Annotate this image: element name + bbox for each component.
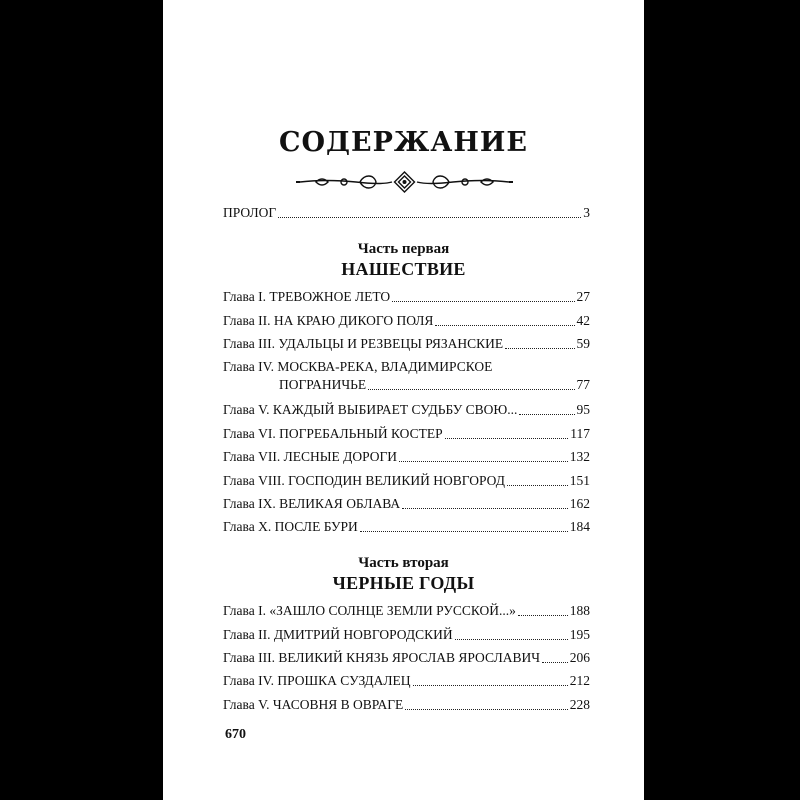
toc-entry-title: Глава I. «ЗАШЛО СОЛНЦЕ ЗЕМЛИ РУССКОЙ...» bbox=[223, 603, 516, 618]
part-label: Часть вторая bbox=[358, 555, 449, 571]
book-page bbox=[163, 0, 644, 800]
toc-entry-page: 95 bbox=[576, 402, 590, 417]
dot-leader bbox=[445, 438, 569, 439]
dot-leader bbox=[278, 217, 581, 218]
toc-entry[interactable] bbox=[223, 672, 590, 690]
toc-entry-page: 151 bbox=[569, 473, 590, 488]
toc-entry[interactable] bbox=[223, 288, 590, 306]
toc-entry-title: Глава V. КАЖДЫЙ ВЫБИРАЕТ СУДЬБУ СВОЮ... bbox=[223, 402, 518, 417]
toc-entry-title: Глава VII. ЛЕСНЫЕ ДОРОГИ bbox=[223, 449, 398, 464]
toc-entry-title: Глава VI. ПОГРЕБАЛЬНЫЙ КОСТЕР bbox=[223, 426, 443, 441]
toc-entry-title: Глава I. ТРЕВОЖНОЕ ЛЕТО bbox=[223, 289, 391, 304]
dot-leader bbox=[507, 485, 568, 486]
toc-entry-title-continued: ПОГРАНИЧЬЕ bbox=[279, 377, 367, 392]
toc-entry-title: ПРОЛОГ bbox=[223, 205, 277, 220]
toc-entry-page: 59 bbox=[576, 336, 590, 351]
toc-entry-prologue[interactable] bbox=[223, 204, 590, 222]
part-title: НАШЕСТВИЕ bbox=[341, 259, 466, 279]
dot-leader bbox=[368, 389, 574, 390]
toc-entry-page: 132 bbox=[569, 449, 590, 464]
dot-leader bbox=[360, 531, 568, 532]
toc-entry-page: 117 bbox=[570, 426, 590, 441]
toc-entry-page: 77 bbox=[576, 377, 590, 392]
part-label: Часть первая bbox=[357, 241, 450, 257]
page-number: 670 bbox=[225, 727, 246, 742]
toc-entry-page: 195 bbox=[569, 627, 590, 642]
dot-leader bbox=[505, 348, 574, 349]
toc-entry-page: 162 bbox=[569, 496, 590, 511]
toc-entry[interactable] bbox=[223, 602, 590, 620]
toc-entry-page: 184 bbox=[569, 519, 590, 534]
dot-leader bbox=[519, 414, 574, 415]
toc-entry[interactable] bbox=[223, 425, 590, 443]
toc-entry[interactable] bbox=[223, 649, 590, 667]
ornament-divider-icon bbox=[296, 171, 513, 193]
toc-entry-title: Глава III. УДАЛЬЦЫ И РЕЗВЕЦЫ РЯЗАНСКИЕ bbox=[223, 336, 504, 351]
dot-leader bbox=[542, 662, 568, 663]
toc-entry[interactable] bbox=[223, 472, 590, 490]
toc-entry-title: Глава IV. ПРОШКА СУЗДАЛЕЦ bbox=[223, 673, 411, 688]
page-title: СОДЕРЖАНИЕ bbox=[279, 127, 528, 158]
toc-entry-title: Глава II. ДМИТРИЙ НОВГОРОДСКИЙ bbox=[223, 627, 453, 642]
dot-leader bbox=[405, 709, 567, 710]
toc-entry[interactable] bbox=[223, 335, 590, 353]
toc-entry-page: 206 bbox=[569, 650, 590, 665]
dot-leader bbox=[413, 685, 568, 686]
part-title: ЧЕРНЫЕ ГОДЫ bbox=[332, 573, 475, 593]
dot-leader bbox=[402, 508, 568, 509]
toc-entry[interactable] bbox=[223, 495, 590, 513]
toc-entry-title: Глава V. ЧАСОВНЯ В ОВРАГЕ bbox=[223, 697, 404, 712]
toc-entry-page: 212 bbox=[569, 673, 590, 688]
dot-leader bbox=[399, 461, 568, 462]
toc-entry-title: Глава IX. ВЕЛИКАЯ ОБЛАВА bbox=[223, 496, 401, 511]
dot-leader bbox=[518, 615, 568, 616]
toc-entry-page: 3 bbox=[583, 205, 590, 220]
toc-entry-page: 188 bbox=[569, 603, 590, 618]
toc-entry[interactable] bbox=[223, 312, 590, 330]
toc-entry-title: Глава II. НА КРАЮ ДИКОГО ПОЛЯ bbox=[223, 313, 434, 328]
toc-entry-title: Глава IV. МОСКВА-РЕКА, ВЛАДИМИРСКОЕ bbox=[223, 359, 493, 374]
toc-entry-page: 42 bbox=[576, 313, 590, 328]
dot-leader bbox=[455, 639, 568, 640]
toc-entry[interactable] bbox=[223, 696, 590, 714]
toc-entry-title: Глава X. ПОСЛЕ БУРИ bbox=[223, 519, 358, 534]
dot-leader bbox=[392, 301, 574, 302]
toc-entry-title: Глава III. ВЕЛИКИЙ КНЯЗЬ ЯРОСЛАВ ЯРОСЛАВИЧ bbox=[223, 650, 541, 665]
toc-entry[interactable] bbox=[223, 401, 590, 419]
toc-entry[interactable] bbox=[223, 626, 590, 644]
toc-entry[interactable] bbox=[223, 518, 590, 536]
toc-entry-page: 228 bbox=[569, 697, 590, 712]
dot-leader bbox=[435, 325, 574, 326]
toc-entry[interactable] bbox=[223, 358, 590, 394]
toc-entry[interactable] bbox=[223, 448, 590, 466]
toc-entry-title: Глава VIII. ГОСПОДИН ВЕЛИКИЙ НОВГОРОД bbox=[223, 473, 505, 488]
toc-entry-page: 27 bbox=[576, 289, 590, 304]
